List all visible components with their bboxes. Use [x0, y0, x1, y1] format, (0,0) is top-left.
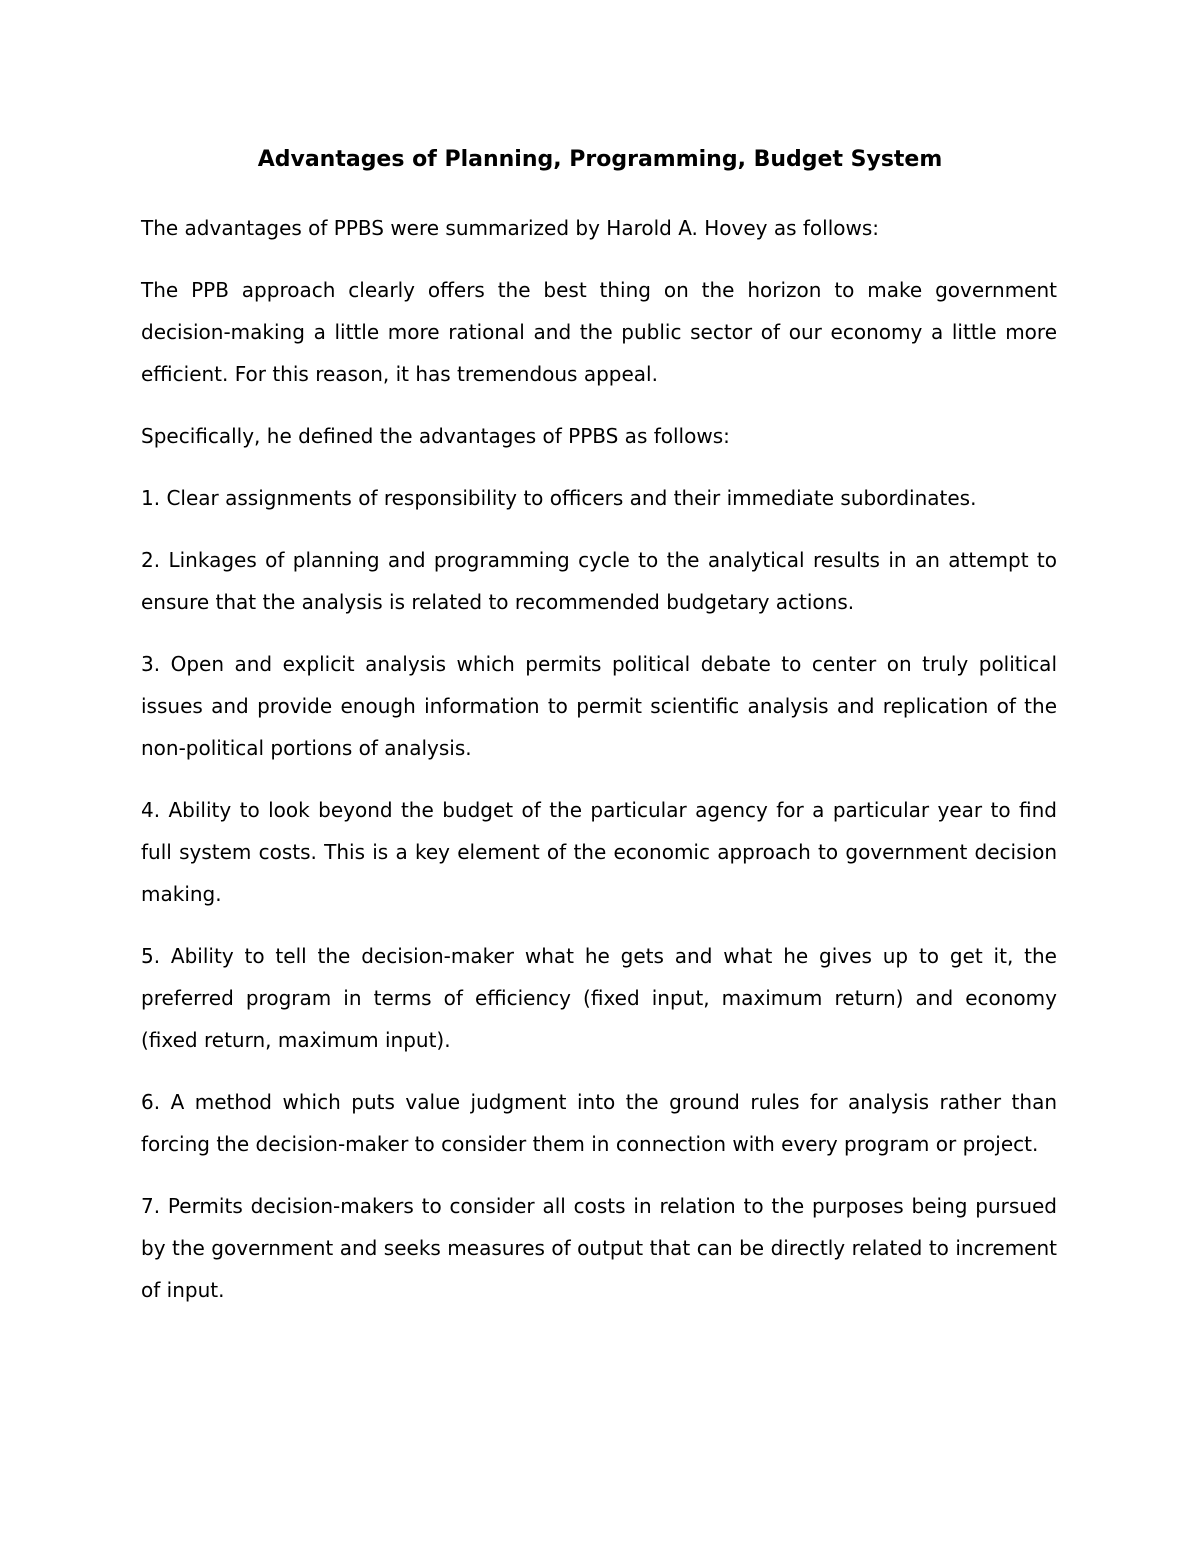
list-item-4: 4. Ability to look beyond the budget of the particular agency for a particular year to find full system costs. This is a key element of the economic approach to government decision making. — [141, 798, 1057, 906]
intro-paragraph: The advantages of PPBS were summarized by Harold A. Hovey as follows: — [141, 216, 880, 240]
list-item-7: 7. Permits decision-makers to consider all costs in relation to the purposes being pursued by the government and seeks measures of output that can be directly related to increment of input. — [141, 1194, 1057, 1302]
document-title: Advantages of Planning, Programming, Budget System — [257, 147, 943, 172]
document-body — [141, 207, 1057, 1331]
list-item-5: 5. Ability to tell the decision-maker what he gets and what he gives up to get it, the preferred program in terms of efficiency (fixed input, maximum return) and economy (fixed return, maximum input). — [141, 944, 1057, 1052]
list-item-2: 2. Linkages of planning and programming cycle to the analytical results in an attempt to ensure that the analysis is related to recommended budgetary actions. — [141, 548, 1057, 614]
specifically-paragraph: Specifically, he defined the advantages of PPBS as follows: — [141, 424, 730, 448]
list-item-3: 3. Open and explicit analysis which permits political debate to center on truly political issues and provide enough information to permit scientific analysis and replication of the non-political portions of analysis. — [141, 652, 1057, 760]
list-item-1: 1. Clear assignments of responsibility to officers and their immediate subordinates. — [141, 486, 977, 510]
list-item-6: 6. A method which puts value judgment into the ground rules for analysis rather than forcing the decision-maker to consider them in connection with every program or project. — [141, 1090, 1057, 1156]
quote-paragraph: The PPB approach clearly offers the best thing on the horizon to make government decision-making a little more rational and the public sector of our economy a little more efficient. For this reason, it has tremendous appeal. — [141, 278, 1057, 386]
